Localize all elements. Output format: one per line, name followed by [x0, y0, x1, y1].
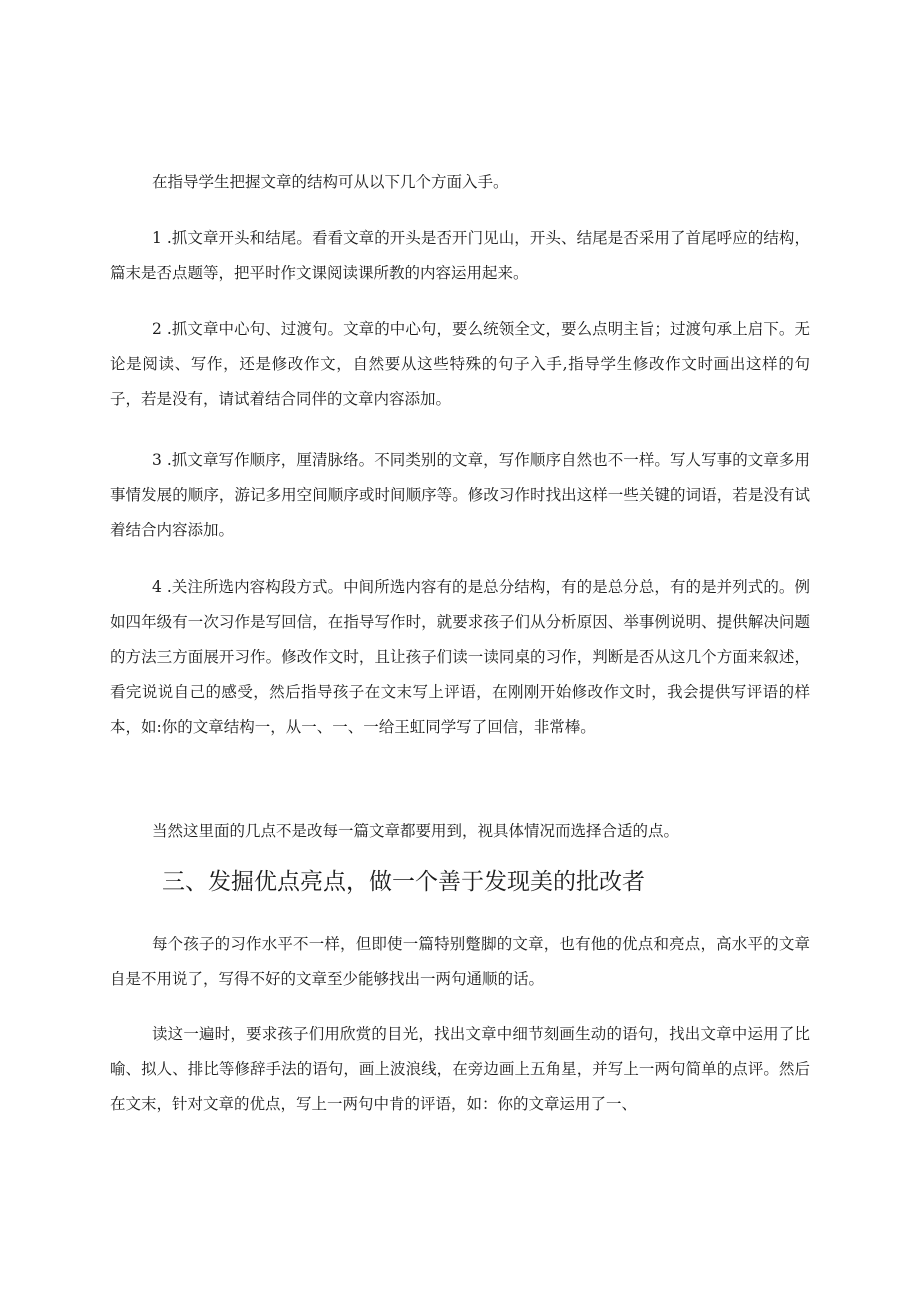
- section-paragraph-2: 读这一遍时，要求孩子们用欣赏的目光，找出文章中细节刻画生动的语句，找出文章中运用了比喻、拟人、排比等修辞手法的语句，画上波浪线，在旁边画上五角星，并写上一两句简单的点评。然后在文末，针对文章的优点，写上一两句中肯的评语，如：你的文章运用了一、: [110, 1025, 810, 1113]
- intro-paragraph: 在指导学生把握文章的结构可从以下几个方面入手。: [152, 173, 509, 191]
- section-heading: 三、发掘优点亮点，做一个善于发现美的批改者: [162, 869, 645, 895]
- note-paragraph: 当然这里面的几点不是改每一篇文章都要用到，视具体情况而选择合适的点。: [152, 822, 680, 840]
- list-item-1: 1 .抓文章开头和结尾。看看文章的开头是否开门见山，开头、结尾是否采用了首尾呼应的结构，篇末是否点题等，把平时作文课阅读课所教的内容运用起来。: [110, 229, 810, 282]
- list-item-2: 2 .抓文章中心句、过渡句。文章的中心句，要么统领全文，要么点明主旨；过渡句承上启下。无论是阅读、写作，还是修改作文，自然要从这些特殊的句子入手,指导学生修改作文时画出这样的句子，若是没有，请试着结合同伴的文章内容添加。: [110, 320, 810, 408]
- list-item-3: 3 .抓文章写作顺序，厘清脉络。不同类别的文章，写作顺序自然也不一样。写人写事的文章多用事情发展的顺序，游记多用空间顺序或时间顺序等。修改习作时找出这样一些关键的词语，若是没有试着结合内容添加。: [110, 451, 810, 539]
- list-item-4: 4 .关注所选内容构段方式。中间所选内容有的是总分结构，有的是总分总，有的是并列式的。例如四年级有一次习作是写回信，在指导写作时，就要求孩子们从分析原因、举事例说明、提供解决问题的方法三方面展开习作。修改作文时，且让孩子们读一读同桌的习作，判断是否从这几个方面来叙述，看完说说自己的感受，然后指导孩子在文末写上评语，在刚刚开始修改作文时，我会提供写评语的样本，如:你的文章结构一，从一、一、一给王虹同学写了回信，非常棒。: [110, 578, 810, 736]
- section-paragraph-1: 每个孩子的习作水平不一样，但即使一篇特别蹩脚的文章，也有他的优点和亮点，高水平的文章自是不用说了，写得不好的文章至少能够找出一两句通顺的话。: [110, 935, 810, 988]
